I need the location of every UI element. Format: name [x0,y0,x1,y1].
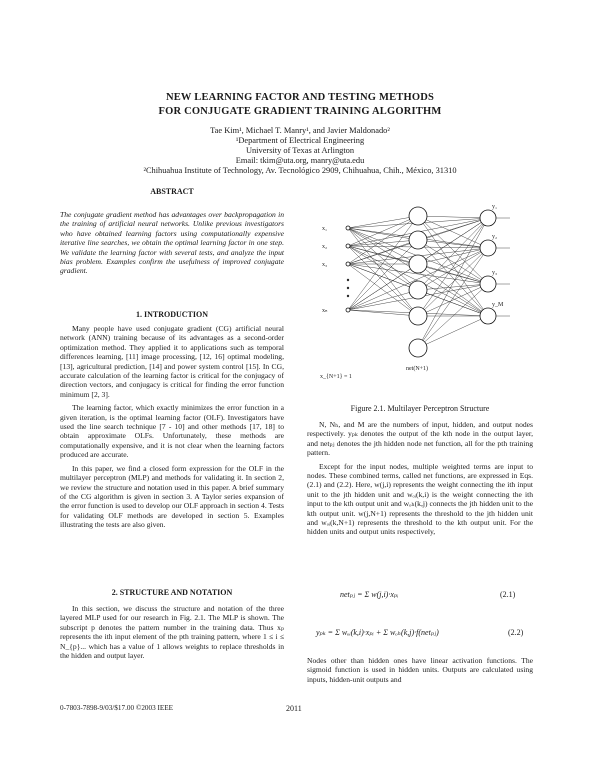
output-node [480,308,496,324]
input-node [346,308,350,312]
hidden-output-edge [418,248,488,264]
hidden-output-edge [418,284,488,316]
hidden-output-edge [418,284,488,290]
output-node [480,276,496,292]
right-column-body [307,420,533,537]
activation-paragraph: Nodes other than hidden ones have linear activation functions. The sigmoid function is used in hidden units. Outputs are calculated using inputs, hidden-unit outputs and [307,656,533,684]
input-hidden-edge [348,216,418,264]
net-function-paragraph: Except for the input nodes, multiple weighted terms are input to nodes. These combined terms, called net functions, are expressed in Eqs. (2.1) and (2.2). Here, w(j,i) represents the weight connecting the ith input unit to the jth hidden unit and wₒᵢ(k,i) is the weight connecting the ith input to the kth output unit and wₒₕ(k,j) connects the jth hidden unit to the kth output unit. w(j,N+1) represents the threshold to the jth hidden unit and wₒᵢ(k,N+1) represents the threshold to the kth output unit. For the hidden units and output units respectively, [307,461,533,537]
paper-title-line-1: NEW LEARNING FACTOR AND TESTING METHODS [165,92,435,103]
output-label: y₁ [492,204,498,210]
hidden-output-edge [418,216,488,218]
input-label: xₙ [322,308,328,314]
hidden-node [409,307,427,325]
abstract-text: The conjugate gradient method has advantages over backpropagation in the training of artificial neural networks. Unlike previous investigators who have obtained learning factors using computationally expensive iterative line searches, we obtain the optimal learning factor in one step. We validate the learning factor with several tests, and analyze the input bias problem. Examples confirm the usefulness of improved conjugate gradient. [60,210,284,276]
input-hidden-edge [348,290,418,310]
ellipsis-dot [347,287,349,289]
affiliation-university: University of Texas at Arlington [245,146,355,155]
ellipsis-dot [347,279,349,281]
output-label: y_M [492,302,504,308]
output-label: y₃ [492,270,498,276]
hidden-node [409,255,427,273]
hidden-node [409,207,427,225]
section-2-body [60,604,284,660]
hidden-output-edge [418,248,488,316]
input-node [346,244,350,248]
input-node [346,262,350,266]
affiliation-department: ¹Department of Electrical Engineering [235,136,365,145]
hidden-bias-label: net(N+1) [406,366,429,372]
input-label: x₁ [322,226,328,232]
equation-2-2: yₚₖ = Σ wₒᵢ(k,i)·xₚᵢ + Σ wₒₕ(k,j)·f(netₚⱼ) [316,628,439,637]
bias-label: x_{N+1} = 1 [320,374,352,380]
notation-paragraph: N, Nₕ, and M are the numbers of input, hidden, and output nodes respectively. yₚₖ denotes the output of the kth node in the output layer, and netₚⱼ denotes the jth hidden node net function, all for the pth training pattern. [307,420,533,458]
author-emails: Email: tkim@uta.org, manry@uta.edu [235,156,365,165]
input-label: x₃ [322,262,328,268]
hidden-output-edge [418,248,488,348]
figure-caption: Figure 2.1. Multilayer Perceptron Structure [350,404,490,413]
hidden-node [409,281,427,299]
ellipsis-dot [347,295,349,297]
equation-2-2-number: (2.2) [508,628,524,637]
output-label: y₂ [492,234,498,240]
input-hidden-edge [348,240,418,310]
footer-copyright: 0-7803-7898-9/03/$17.00 ©2003 IEEE [60,704,174,712]
input-label: x₂ [322,244,328,250]
hidden-node [409,231,427,249]
input-hidden-edge [348,216,418,228]
paper-title-line-2: FOR CONJUGATE GRADIENT TRAINING ALGORITHM [158,106,442,117]
introduction-heading: 1. INTRODUCTION [135,310,208,319]
abstract-heading: ABSTRACT [150,187,194,196]
input-hidden-edge [348,216,418,246]
equation-2-1-number: (2.1) [500,590,516,599]
page-number: 2011 [286,704,302,713]
introduction-paragraph-2: The learning factor, which exactly minimizes the error function in a given iteration, is the optimal learning factor (OLF). Investigators have used the line search technique [7 - 10] and other methods [17, 18] to obtain approximate OLFs. Unfortunately, these methods are computationally expensive, and it is not clear when the learning factors produced are accurate. [60,403,284,460]
section-2-heading: 2. STRUCTURE AND NOTATION [111,588,233,597]
hidden-output-edge [418,264,488,316]
hidden-output-edge [418,240,488,316]
output-node [480,210,496,226]
input-node [346,226,350,230]
mlp-structure-figure [318,188,518,388]
affiliation-second: ²Chihuahua Institute of Technology, Av. Tecnológico 2909, Chihuahua, Chih., México, 31310 [143,166,457,175]
introduction-paragraph-3: In this paper, we find a closed form expression for the OLF in the multilayer perceptron (MLP) and methods for validating it. In section 2, we review the structure and notation used in this paper. A brief summary of the CG algorithm is given in section 3. A Taylor series expansion of the error function is used to develop our OLF approach in section 4. Tests for validating OLF methods are developed in section 5. Examples illustrating the tests are also given. [60,463,284,530]
section-2-paragraph: In this section, we discuss the structure and notation of the three layered MLP used for our research in Fig. 2.1. The MLP is shown. The subscript p denotes the pattern number in the training data. Thus xₚ represents the ith input element of the pth training pattern, where 1 ≤ i ≤ N_{p}... which has a value of 1 allows weights to replace thresholds in the hidden and output layer. [60,604,284,661]
hidden-bias-node [409,339,427,357]
hidden-output-edge [418,316,488,348]
introduction-body [60,324,284,530]
author-list: Tae Kim¹, Michael T. Manry¹, and Javier Maldonado² [210,126,390,135]
introduction-paragraph-1: Many people have used conjugate gradient (CG) artificial neural network (ANN) training because of its advantages as a second-order optimization method. They applied it to applications such as temporal differences learning, [11] image processing, [12, 16] optimal modeling, [13], agricultural prediction, [14] and power system control [15]. In CG, accurate calculation of the learning factor is critical for the conjugacy of direction vectors, and conjugacy is critical for finding the error function minimum [2, 3]. [60,324,284,399]
output-node [480,240,496,256]
input-hidden-edge [348,310,418,316]
equation-2-1: netₚⱼ = Σ w(j,i)·xₚᵢ [340,590,399,599]
